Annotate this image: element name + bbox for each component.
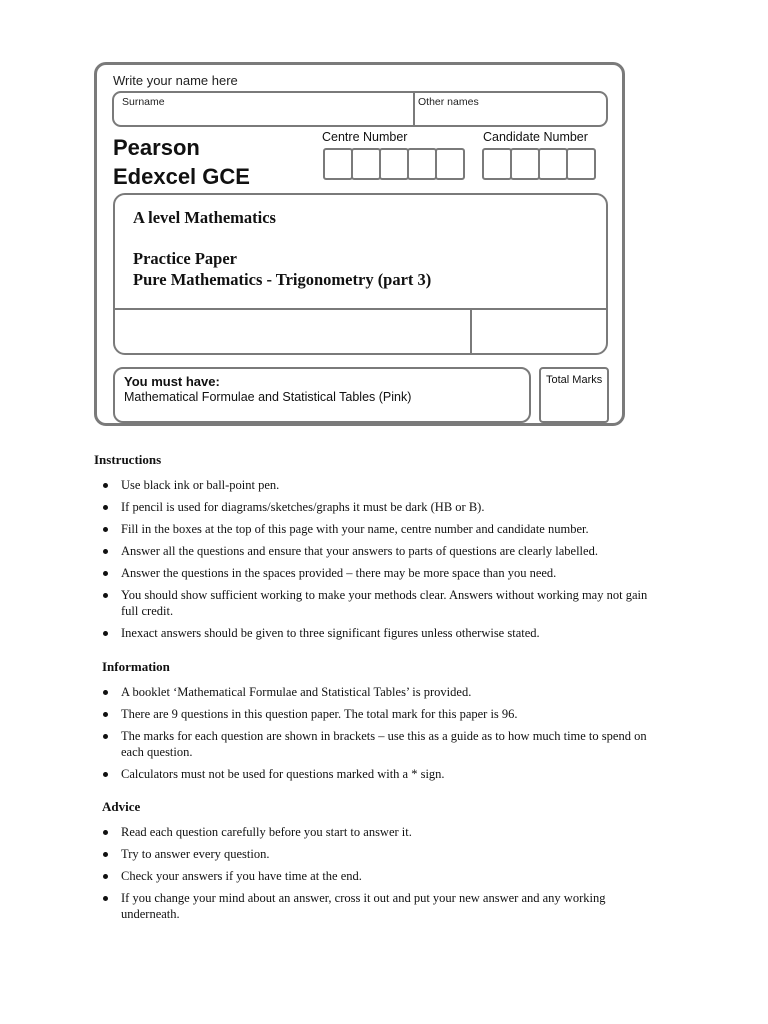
title-split-divider: [470, 308, 472, 353]
surname-label: Surname: [122, 96, 165, 108]
list-item: The marks for each question are shown in brackets – use this as a guide as to how much time to spend on each question.: [94, 728, 664, 760]
list-item: There are 9 questions in this question paper. The total mark for this paper is 96.: [94, 706, 664, 722]
surname-field[interactable]: [122, 96, 165, 108]
qualification-name: Edexcel GCE: [113, 164, 250, 189]
advice-list: [94, 824, 664, 922]
candidate-digit-box[interactable]: [566, 148, 596, 180]
other-names-label: Other names: [418, 96, 479, 108]
name-divider: [413, 93, 415, 125]
list-item: Check your answers if you have time at the end.: [94, 868, 664, 884]
centre-digit-box[interactable]: [351, 148, 381, 180]
exam-board: [113, 133, 250, 191]
paper-type: Practice Paper: [133, 249, 237, 268]
candidate-number-boxes[interactable]: [482, 148, 594, 180]
paper-topic: Pure Mathematics - Trigonometry (part 3): [133, 270, 432, 289]
list-item: A booklet ‘Mathematical Formulae and Statistical Tables’ is provided.: [94, 684, 664, 700]
centre-number-label: Centre Number: [322, 130, 408, 144]
candidate-number-label: Candidate Number: [483, 130, 588, 144]
candidate-digit-box[interactable]: [482, 148, 512, 180]
advice-heading: Advice: [102, 799, 141, 814]
centre-number-boxes[interactable]: [323, 148, 463, 180]
list-item: Use black ink or ball-point pen.: [94, 477, 664, 493]
instructions-heading: Instructions: [94, 452, 162, 467]
centre-digit-box[interactable]: [379, 148, 409, 180]
list-item: You should show sufficient working to make your methods clear. Answers without working may not gain full credit.: [94, 587, 664, 619]
cover-sheet: [94, 62, 625, 426]
list-item: If pencil is used for diagrams/sketches/graphs it must be dark (HB or B).: [94, 499, 664, 515]
information-heading: Information: [102, 659, 170, 674]
information-list: [94, 684, 664, 782]
total-marks-label: Total Marks: [546, 374, 603, 386]
list-item: Inexact answers should be given to three significant figures unless otherwise stated.: [94, 625, 664, 641]
list-item: Answer the questions in the spaces provided – there may be more space than you need.: [94, 565, 664, 581]
list-item: Fill in the boxes at the top of this page with your name, centre number and candidate number.: [94, 521, 664, 537]
other-names-field[interactable]: [418, 96, 479, 108]
subject-title: A level Mathematics: [133, 208, 276, 227]
candidate-digit-box[interactable]: [510, 148, 540, 180]
must-have-text: Mathematical Formulae and Statistical Tables (Pink): [124, 390, 412, 404]
centre-digit-box[interactable]: [323, 148, 353, 180]
list-item: If you change your mind about an answer, cross it out and put your new answer and any working underneath.: [94, 890, 664, 922]
must-have-box: [113, 367, 531, 423]
must-have-title: You must have:: [124, 374, 220, 389]
list-item: Read each question carefully before you start to answer it.: [94, 824, 664, 840]
centre-digit-box[interactable]: [407, 148, 437, 180]
paper-title-box: [113, 193, 608, 355]
instructions-list: [94, 477, 664, 641]
write-name-label: Write your name here: [113, 73, 238, 88]
board-name: Pearson: [113, 135, 200, 160]
candidate-digit-box[interactable]: [538, 148, 568, 180]
list-item: Calculators must not be used for questions marked with a * sign.: [94, 766, 664, 782]
list-item: Answer all the questions and ensure that your answers to parts of questions are clearly labelled.: [94, 543, 664, 559]
centre-digit-box[interactable]: [435, 148, 465, 180]
title-divider: [115, 308, 606, 310]
total-marks-box: [539, 367, 609, 423]
list-item: Try to answer every question.: [94, 846, 664, 862]
name-fields: [112, 91, 608, 127]
